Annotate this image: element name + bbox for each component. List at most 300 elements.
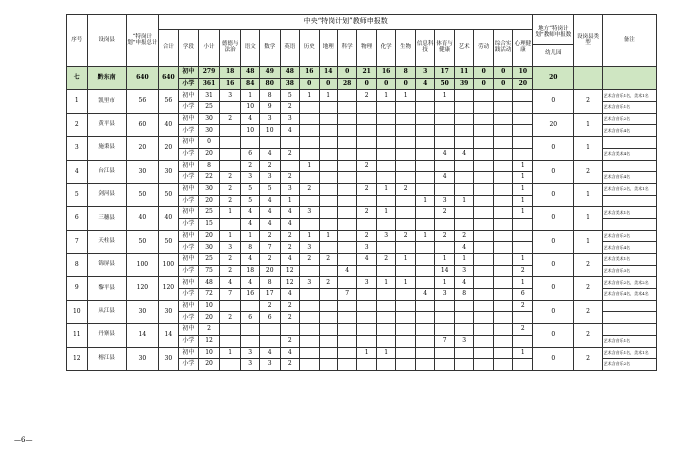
value-cell — [300, 172, 320, 184]
value-cell: 4 — [259, 218, 280, 230]
sum-cell: 14 — [159, 324, 179, 347]
value-cell — [493, 113, 513, 125]
value-cell: 2 — [513, 265, 533, 277]
value-cell — [337, 160, 357, 172]
value-cell — [319, 207, 337, 219]
value-cell — [493, 90, 513, 102]
value-cell — [415, 125, 435, 137]
plan-cell: 30 — [126, 160, 159, 183]
seq-cell: 8 — [67, 254, 88, 277]
value-cell — [376, 125, 396, 137]
value-cell — [241, 137, 259, 149]
value-cell — [415, 172, 435, 184]
stage-cell: 小学 — [178, 218, 199, 230]
value-cell — [454, 312, 474, 324]
value-cell — [337, 102, 357, 114]
value-cell: 2 — [259, 160, 280, 172]
value-cell: 1 — [435, 90, 455, 102]
value-cell: 4 — [219, 277, 241, 289]
type-cell: 2 — [574, 347, 602, 370]
plan-cell: 30 — [126, 300, 159, 323]
value-cell — [415, 148, 435, 160]
plan-cell: 40 — [126, 207, 159, 230]
value-cell: 2 — [219, 312, 241, 324]
subheader-cell: 化学 — [376, 30, 396, 67]
value-cell — [300, 218, 320, 230]
value-cell: 10 — [199, 300, 220, 312]
value-cell — [454, 172, 474, 184]
value-cell: 4 — [280, 125, 300, 137]
value-cell — [376, 172, 396, 184]
plan-cell: 20 — [126, 137, 159, 160]
note-cell — [602, 218, 656, 230]
stage-cell: 初中 — [178, 67, 199, 79]
seq-cell: 12 — [67, 347, 88, 370]
value-cell: 17 — [435, 67, 455, 79]
value-cell — [474, 254, 494, 266]
value-cell — [396, 148, 416, 160]
value-cell: 2 — [219, 113, 241, 125]
value-cell — [435, 113, 455, 125]
subheader-cell: 数学 — [259, 30, 280, 67]
value-cell — [474, 277, 494, 289]
value-cell — [319, 160, 337, 172]
stage-cell: 初中 — [178, 347, 199, 359]
value-cell: 28 — [337, 78, 357, 90]
value-cell: 20 — [259, 265, 280, 277]
value-cell — [357, 265, 377, 277]
value-cell: 2 — [280, 242, 300, 254]
stage-cell: 小学 — [178, 102, 199, 114]
subheader-cell: 地理 — [319, 30, 337, 67]
value-cell: 21 — [357, 67, 377, 79]
value-cell: 17 — [259, 289, 280, 301]
note-cell: 艺术含音乐2名 — [602, 230, 656, 242]
value-cell: 2 — [513, 324, 533, 336]
plan-cell: 120 — [126, 277, 159, 300]
value-cell — [376, 137, 396, 149]
value-cell — [337, 113, 357, 125]
value-cell — [300, 359, 320, 371]
value-cell — [474, 324, 494, 336]
value-cell: 3 — [357, 242, 377, 254]
sum-cell: 50 — [159, 230, 179, 253]
note-cell: 艺术含美术4名 — [602, 148, 656, 160]
value-cell — [337, 359, 357, 371]
note-cell: 艺术含音乐4名 — [602, 125, 656, 137]
value-cell — [415, 265, 435, 277]
subheader-cell: 心理健康 — [513, 30, 533, 67]
stage-cell: 初中 — [178, 324, 199, 336]
value-cell: 3 — [357, 277, 377, 289]
value-cell — [319, 125, 337, 137]
value-cell: 3 — [415, 67, 435, 79]
value-cell — [454, 207, 474, 219]
value-cell: 2 — [280, 335, 300, 347]
value-cell: 20 — [199, 148, 220, 160]
value-cell: 1 — [219, 230, 241, 242]
value-cell — [513, 137, 533, 149]
value-cell: 1 — [513, 160, 533, 172]
value-cell — [319, 324, 337, 336]
note-cell: 艺术含音乐4名 — [602, 242, 656, 254]
value-cell — [357, 148, 377, 160]
value-cell: 75 — [199, 265, 220, 277]
value-cell: 1 — [435, 277, 455, 289]
note-cell: 艺术含音乐4名 — [602, 172, 656, 184]
value-cell: 1 — [376, 347, 396, 359]
value-cell: 1 — [376, 90, 396, 102]
county-cell: 天柱县 — [87, 230, 126, 253]
value-cell — [493, 207, 513, 219]
value-cell — [474, 359, 494, 371]
value-cell: 2 — [454, 230, 474, 242]
table-row — [67, 277, 657, 289]
value-cell — [415, 359, 435, 371]
value-cell: 1 — [300, 90, 320, 102]
value-cell: 50 — [435, 78, 455, 90]
value-cell — [357, 359, 377, 371]
value-cell: 2 — [396, 183, 416, 195]
value-cell — [493, 137, 513, 149]
total-county: 黔东南 — [87, 67, 126, 90]
table-row — [67, 207, 657, 219]
value-cell: 4 — [337, 265, 357, 277]
value-cell — [219, 300, 241, 312]
value-cell: 5 — [241, 183, 259, 195]
value-cell — [396, 207, 416, 219]
value-cell: 10 — [241, 125, 259, 137]
value-cell — [396, 359, 416, 371]
value-cell: 1 — [513, 183, 533, 195]
plan-cell: 100 — [126, 254, 159, 277]
value-cell: 2 — [435, 207, 455, 219]
value-cell: 3 — [259, 172, 280, 184]
value-cell — [415, 277, 435, 289]
value-cell — [396, 347, 416, 359]
note-cell: 艺术含音乐1名 — [602, 102, 656, 114]
value-cell — [300, 335, 320, 347]
value-cell: 1 — [241, 230, 259, 242]
stage-cell: 初中 — [178, 277, 199, 289]
value-cell: 16 — [300, 67, 320, 79]
value-cell: 7 — [259, 242, 280, 254]
value-cell: 25 — [199, 254, 220, 266]
value-cell — [415, 102, 435, 114]
value-cell: 12 — [199, 335, 220, 347]
value-cell — [454, 300, 474, 312]
sum-cell: 30 — [159, 300, 179, 323]
value-cell — [219, 102, 241, 114]
value-cell: 14 — [435, 265, 455, 277]
sum-cell: 56 — [159, 90, 179, 113]
value-cell: 2 — [280, 312, 300, 324]
value-cell: 5 — [280, 90, 300, 102]
value-cell — [474, 102, 494, 114]
value-cell — [454, 324, 474, 336]
value-cell: 3 — [280, 183, 300, 195]
value-cell — [376, 195, 396, 207]
value-cell: 8 — [396, 67, 416, 79]
value-cell — [376, 289, 396, 301]
value-cell — [513, 242, 533, 254]
value-cell: 3 — [241, 359, 259, 371]
total-seq: 七 — [67, 67, 88, 90]
value-cell — [415, 218, 435, 230]
value-cell — [259, 137, 280, 149]
value-cell: 3 — [300, 277, 320, 289]
stage-cell: 小学 — [178, 242, 199, 254]
stage-cell: 小学 — [178, 195, 199, 207]
value-cell: 6 — [241, 312, 259, 324]
value-cell — [337, 207, 357, 219]
value-cell: 2 — [219, 195, 241, 207]
county-cell: 台江县 — [87, 160, 126, 183]
value-cell: 20 — [199, 359, 220, 371]
value-cell — [415, 242, 435, 254]
value-cell — [280, 137, 300, 149]
value-cell — [474, 137, 494, 149]
total-plan: 640 — [126, 67, 159, 90]
value-cell: 5 — [259, 183, 280, 195]
value-cell: 2 — [199, 324, 220, 336]
sum-cell: 20 — [159, 137, 179, 160]
value-cell — [337, 347, 357, 359]
value-cell — [396, 312, 416, 324]
seq-cell: 5 — [67, 183, 88, 206]
value-cell — [300, 324, 320, 336]
value-cell: 48 — [199, 277, 220, 289]
table-row — [67, 183, 657, 195]
seq-cell: 1 — [67, 90, 88, 113]
value-cell — [337, 230, 357, 242]
sum-cell: 30 — [159, 160, 179, 183]
value-cell — [396, 324, 416, 336]
value-cell: 84 — [241, 78, 259, 90]
value-cell: 80 — [259, 78, 280, 90]
kindergarten-cell: 0 — [533, 347, 574, 370]
value-cell: 1 — [300, 160, 320, 172]
value-cell: 2 — [435, 230, 455, 242]
value-cell — [376, 265, 396, 277]
value-cell: 2 — [259, 230, 280, 242]
value-cell — [474, 113, 494, 125]
value-cell — [300, 113, 320, 125]
value-cell: 14 — [319, 67, 337, 79]
value-cell — [259, 335, 280, 347]
value-cell — [493, 300, 513, 312]
value-cell: 8 — [454, 289, 474, 301]
type-cell: 1 — [574, 207, 602, 230]
value-cell: 2 — [280, 230, 300, 242]
value-cell: 4 — [454, 242, 474, 254]
value-cell — [454, 359, 474, 371]
stage-cell: 初中 — [178, 230, 199, 242]
value-cell — [280, 160, 300, 172]
value-cell — [337, 218, 357, 230]
kindergarten-cell: 0 — [533, 90, 574, 113]
table-row — [67, 230, 657, 242]
value-cell — [319, 289, 337, 301]
value-cell: 4 — [259, 207, 280, 219]
value-cell: 18 — [241, 265, 259, 277]
value-cell — [513, 218, 533, 230]
value-cell: 2 — [357, 90, 377, 102]
value-cell — [300, 312, 320, 324]
value-cell: 2 — [280, 172, 300, 184]
kindergarten-cell: 0 — [533, 324, 574, 347]
type-cell: 2 — [574, 160, 602, 183]
value-cell — [319, 335, 337, 347]
value-cell: 4 — [357, 254, 377, 266]
value-cell — [396, 265, 416, 277]
value-cell: 3 — [435, 289, 455, 301]
value-cell — [513, 125, 533, 137]
value-cell: 22 — [199, 172, 220, 184]
value-cell — [415, 300, 435, 312]
value-cell — [300, 265, 320, 277]
value-cell — [415, 113, 435, 125]
header-kindergarten: 幼儿园 — [533, 44, 573, 57]
value-cell: 48 — [280, 67, 300, 79]
value-cell — [319, 172, 337, 184]
sum-cell: 40 — [159, 207, 179, 230]
value-cell — [300, 102, 320, 114]
value-cell: 11 — [454, 67, 474, 79]
value-cell — [337, 90, 357, 102]
value-cell — [435, 324, 455, 336]
value-cell: 1 — [376, 207, 396, 219]
value-cell — [396, 218, 416, 230]
value-cell — [396, 289, 416, 301]
value-cell — [493, 172, 513, 184]
value-cell — [396, 300, 416, 312]
subheader-cell: 德德与法治 — [219, 30, 241, 67]
value-cell — [300, 125, 320, 137]
value-cell: 25 — [199, 102, 220, 114]
value-cell: 1 — [319, 230, 337, 242]
value-cell — [219, 335, 241, 347]
value-cell — [493, 359, 513, 371]
value-cell — [415, 183, 435, 195]
table-row — [67, 113, 657, 125]
county-cell: 榕江县 — [87, 347, 126, 370]
value-cell: 279 — [199, 67, 220, 79]
stage-cell: 小学 — [178, 265, 199, 277]
value-cell — [493, 125, 513, 137]
value-cell — [337, 137, 357, 149]
value-cell — [319, 218, 337, 230]
note-cell: 艺术含音乐1名，美术1名 — [602, 90, 656, 102]
subheader-cell: 英语 — [280, 30, 300, 67]
value-cell: 2 — [280, 102, 300, 114]
stage-cell: 初中 — [178, 90, 199, 102]
value-cell: 25 — [199, 207, 220, 219]
value-cell — [435, 218, 455, 230]
value-cell: 20 — [199, 312, 220, 324]
value-cell: 0 — [319, 78, 337, 90]
value-cell: 1 — [513, 172, 533, 184]
value-cell — [493, 183, 513, 195]
subheader-cell: 劳动 — [474, 30, 494, 67]
value-cell — [219, 218, 241, 230]
sum-cell: 50 — [159, 183, 179, 206]
value-cell — [357, 300, 377, 312]
kindergarten-cell: 0 — [533, 230, 574, 253]
value-cell: 2 — [376, 254, 396, 266]
stage-cell: 小学 — [178, 125, 199, 137]
value-cell: 1 — [396, 90, 416, 102]
value-cell — [513, 312, 533, 324]
note-cell: 艺术含美术1名 — [602, 207, 656, 219]
value-cell: 8 — [259, 90, 280, 102]
sum-cell: 40 — [159, 113, 179, 136]
value-cell: 4 — [259, 347, 280, 359]
value-cell — [474, 300, 494, 312]
total-kindergarten: 20 — [533, 67, 574, 90]
value-cell: 4 — [241, 218, 259, 230]
value-cell — [493, 254, 513, 266]
value-cell — [474, 230, 494, 242]
value-cell: 4 — [454, 148, 474, 160]
value-cell: 1 — [513, 347, 533, 359]
value-cell — [415, 324, 435, 336]
value-cell: 1 — [513, 195, 533, 207]
total-row — [67, 67, 657, 79]
value-cell: 1 — [513, 254, 533, 266]
seq-cell: 11 — [67, 324, 88, 347]
table-row — [67, 347, 657, 359]
value-cell — [454, 218, 474, 230]
value-cell: 1 — [415, 195, 435, 207]
value-cell — [241, 300, 259, 312]
value-cell — [357, 218, 377, 230]
value-cell — [415, 90, 435, 102]
value-cell: 4 — [259, 148, 280, 160]
value-cell — [319, 148, 337, 160]
value-cell: 2 — [241, 160, 259, 172]
value-cell: 39 — [454, 78, 474, 90]
value-cell: 0 — [474, 78, 494, 90]
value-cell: 1 — [241, 90, 259, 102]
value-cell — [357, 324, 377, 336]
county-cell: 凯里市 — [87, 90, 126, 113]
value-cell — [219, 137, 241, 149]
value-cell: 20 — [199, 195, 220, 207]
value-cell: 2 — [357, 160, 377, 172]
value-cell: 1 — [300, 230, 320, 242]
value-cell — [415, 160, 435, 172]
value-cell — [376, 359, 396, 371]
value-cell — [474, 195, 494, 207]
value-cell: 72 — [199, 289, 220, 301]
value-cell — [435, 102, 455, 114]
value-cell: 8 — [259, 277, 280, 289]
type-cell: 1 — [574, 183, 602, 206]
value-cell — [415, 254, 435, 266]
value-cell — [337, 324, 357, 336]
note-cell: 艺术含音乐1名 — [602, 335, 656, 347]
note-cell: 艺术含音乐1名，美术1名 — [602, 347, 656, 359]
total-note — [602, 67, 656, 90]
value-cell — [474, 335, 494, 347]
subheader-cell: 信息科技 — [415, 30, 435, 67]
value-cell: 4 — [241, 277, 259, 289]
kindergarten-cell: 0 — [533, 183, 574, 206]
note-cell: 艺术含音乐2名 — [602, 359, 656, 371]
note-cell — [602, 195, 656, 207]
note-cell: 艺术含音乐4名，美术4名 — [602, 289, 656, 301]
